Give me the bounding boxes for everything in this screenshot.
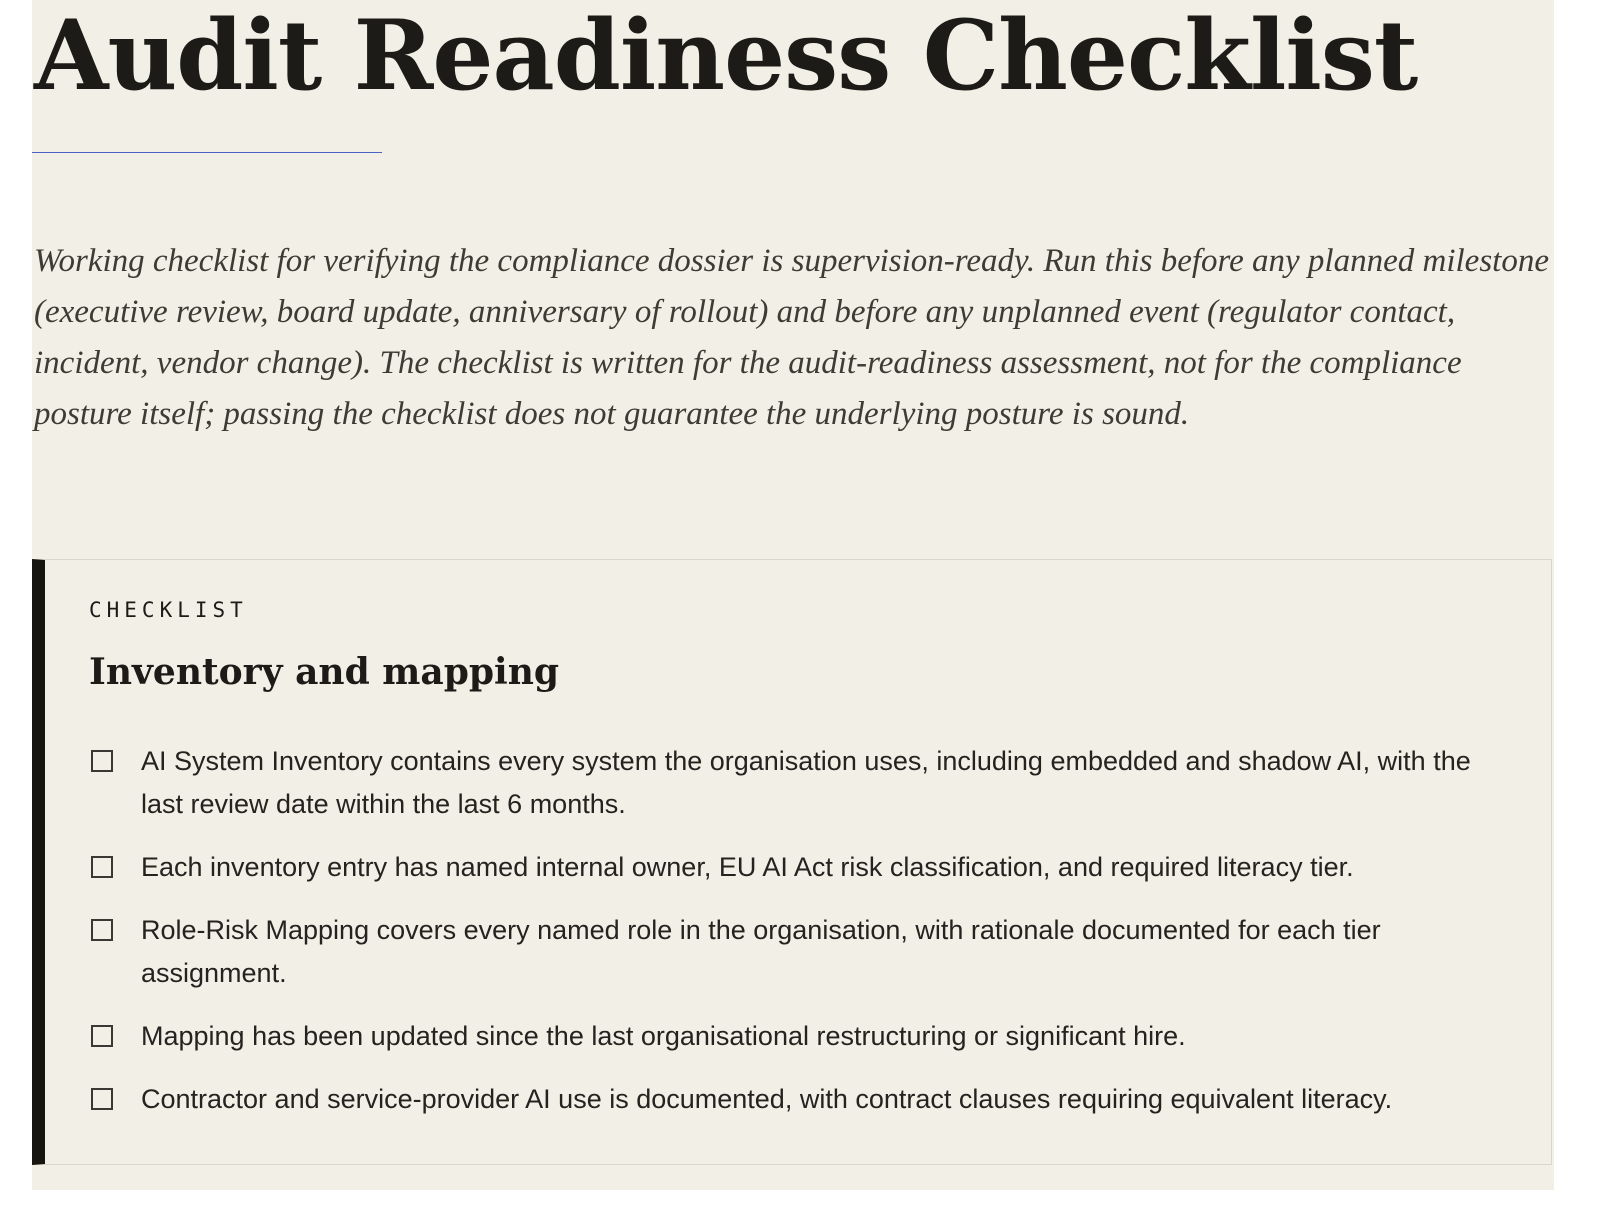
checklist-item — [89, 1078, 1509, 1121]
checklist-item-label: Contractor and service-provider AI use is documented, with contract clauses requiring equivalent literacy. — [141, 1084, 1393, 1114]
checklist-item — [89, 846, 1509, 889]
checklist-card — [32, 559, 1552, 1165]
checkbox-icon[interactable] — [91, 750, 113, 772]
checklist-item-label: Each inventory entry has named internal owner, EU AI Act risk classification, and required literacy tier. — [141, 852, 1354, 882]
checkbox-icon[interactable] — [91, 1025, 113, 1047]
checklist-item — [89, 909, 1509, 995]
checklist-item — [89, 1015, 1509, 1058]
checkbox-icon[interactable] — [91, 919, 113, 941]
checklist-items — [89, 740, 1509, 1141]
intro-paragraph: Working checklist for verifying the compliance dossier is supervision-ready. Run this before any planned milestone (executive review, board update, anniversary of rollout) and before any unplanned event (regulator contact, incident, vendor change). The checklist is written for the audit-readiness assessment, not for the compliance posture itself; passing the checklist does not guarantee the underlying posture is sound. — [34, 243, 1549, 432]
checklist-item-label: Role-Risk Mapping covers every named role in the organisation, with rationale documented for each tier assignment. — [141, 915, 1381, 988]
page-title: Audit Readiness Checklist — [34, 0, 1418, 112]
section-eyebrow: CHECKLIST — [89, 598, 248, 622]
document-page — [32, 0, 1554, 1190]
checklist-item-label: AI System Inventory contains every system the organisation uses, including embedded and shadow AI, with the last review date within the last 6 months. — [141, 746, 1471, 819]
checklist-item — [89, 740, 1509, 826]
checkbox-icon[interactable] — [91, 856, 113, 878]
checklist-item-label: Mapping has been updated since the last organisational restructuring or significant hire. — [141, 1021, 1186, 1051]
section-heading: Inventory and mapping — [89, 651, 560, 693]
checkbox-icon[interactable] — [91, 1088, 113, 1110]
title-underline-rule — [32, 152, 382, 153]
